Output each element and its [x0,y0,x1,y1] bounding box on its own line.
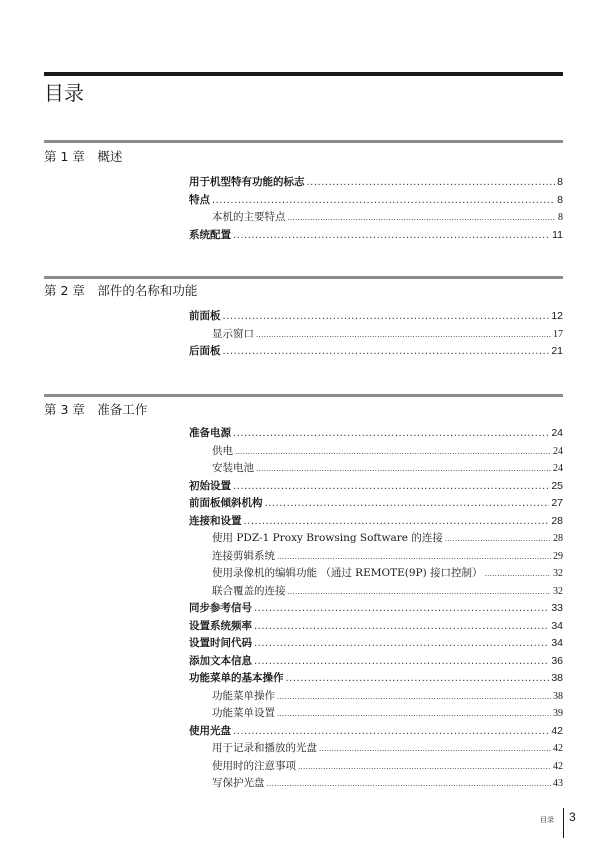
toc-dot-leader [235,448,551,456]
toc-dot-leader [288,588,552,596]
toc-entry-title: 显示窗口 [212,327,254,340]
toc-dot-leader [233,726,549,737]
top-rule [44,72,563,76]
toc-dot-leader [298,763,551,771]
page-title: 目录 [44,81,84,105]
toc-entry-page: 24 [553,463,563,474]
chapter-2-toc [189,308,563,361]
toc-entry[interactable] [189,758,563,776]
toc-dot-leader [485,570,551,578]
toc-entry-title: 连接和设置 [189,514,242,527]
chapter-1-rule [44,140,563,143]
toc-entry-page: 12 [551,310,563,322]
toc-dot-leader [265,498,550,509]
toc-dot-leader [286,673,550,684]
toc-entry[interactable] [189,513,563,531]
toc-entry[interactable] [189,618,563,636]
toc-entry-page: 38 [551,672,563,684]
toc-entry[interactable] [189,653,563,671]
toc-entry[interactable] [189,583,563,601]
toc-entry[interactable] [189,740,563,758]
toc-entry-title: 使用时的注意事项 [212,759,296,772]
toc-entry-page: 42 [551,724,563,737]
toc-dot-leader [277,693,551,701]
toc-entry[interactable] [189,192,563,210]
toc-entry-title: 同步参考信号 [189,602,252,614]
footer-page-number: 3 [569,810,576,824]
toc-entry-title: 联合覆盖的连接 [212,584,286,597]
toc-entry[interactable] [189,308,563,326]
toc-entry-page: 43 [553,778,563,789]
toc-entry[interactable] [189,460,563,478]
toc-entry[interactable] [189,688,563,706]
toc-entry-page: 34 [551,637,563,649]
toc-dot-leader [256,465,551,473]
toc-entry-title: 特点 [189,193,210,206]
toc-entry-title: 后面板 [189,345,221,357]
toc-entry-title: 连接剪辑系统 [212,549,275,562]
toc-dot-leader [212,195,555,206]
toc-entry[interactable] [189,495,563,513]
toc-entry-title: 前面板倾斜机构 [189,497,263,509]
toc-entry[interactable] [189,565,563,583]
toc-entry-page: 42 [553,743,563,754]
toc-dot-leader [445,535,551,543]
toc-entry-page: 32 [553,585,563,597]
toc-entry-title: 系统配置 [189,228,231,241]
toc-dot-leader [254,656,549,667]
toc-entry[interactable] [189,705,563,723]
toc-entry[interactable] [189,600,563,618]
chapter-1-toc [189,174,563,244]
toc-entry[interactable] [189,530,563,548]
toc-dot-leader [233,428,549,439]
toc-entry-title: 用于记录和播放的光盘 [212,742,317,754]
toc-entry-title: 设置系统频率 [189,619,252,632]
toc-entry-title: 使用录像机的编辑功能 （通过 REMOTE(9P) 接口控制） [212,567,483,579]
toc-entry-page: 33 [551,602,563,614]
toc-entry-page: 8 [558,212,563,223]
toc-entry-title: 功能菜单设置 [212,707,275,719]
toc-entry[interactable] [189,548,563,566]
toc-entry[interactable] [189,343,563,361]
toc-entry-page: 24 [553,445,563,457]
toc-entry[interactable] [189,775,563,793]
toc-dot-leader [233,230,550,241]
toc-entry[interactable] [189,443,563,461]
toc-dot-leader [223,346,550,357]
toc-dot-leader [223,311,550,322]
toc-entry-page: 39 [553,708,563,719]
toc-entry-title: 用于机型特有功能的标志 [189,176,305,188]
chapter-1-title: 第 1 章 概述 [44,149,123,164]
toc-entry-title: 添加文本信息 [189,654,252,667]
toc-entry[interactable] [189,227,563,245]
footer-rule [563,808,564,838]
toc-entry-page: 36 [551,654,563,667]
toc-dot-leader [254,621,549,632]
toc-entry-title: 安装电池 [212,462,254,474]
toc-entry-title: 准备电源 [189,427,231,439]
toc-entry[interactable] [189,723,563,741]
toc-entry-title: 使用光盘 [189,724,231,737]
toc-entry[interactable] [189,670,563,688]
toc-entry-title: 使用 PDZ-1 Proxy Browsing Software 的连接 [212,532,443,544]
chapter-3-title: 第 3 章 准备工作 [44,402,148,417]
chapter-2-rule [44,276,563,279]
toc-entry[interactable] [189,209,563,227]
toc-entry-page: 32 [553,568,563,579]
toc-entry-title: 初始设置 [189,479,231,492]
toc-entry-page: 8 [557,176,563,188]
toc-entry-page: 27 [551,497,563,509]
toc-dot-leader [256,331,551,339]
toc-dot-leader [307,177,556,188]
toc-entry-page: 42 [553,760,563,772]
toc-entry-page: 29 [553,550,563,562]
toc-dot-leader [267,780,552,788]
chapter-3-toc [189,425,563,793]
toc-entry-page: 34 [551,619,563,632]
toc-dot-leader [254,638,549,649]
toc-entry-title: 设置时间代码 [189,637,252,649]
toc-entry-title: 本机的主要特点 [212,211,286,223]
toc-entry-page: 21 [551,345,563,357]
toc-dot-leader [233,481,549,492]
chapter-2-title: 第 2 章 部件的名称和功能 [44,283,198,298]
toc-entry-page: 24 [551,427,563,439]
toc-entry-page: 28 [551,514,563,527]
toc-entry-page: 25 [551,479,563,492]
toc-dot-leader [254,603,549,614]
toc-entry-page: 38 [553,690,563,702]
toc-entry[interactable] [189,635,563,653]
toc-entry-page: 8 [557,193,563,206]
toc-dot-leader [277,710,551,718]
toc-entry[interactable] [189,174,563,192]
toc-entry-title: 供电 [212,444,233,457]
toc-entry-title: 功能菜单的基本操作 [189,672,284,684]
toc-entry-title: 写保护光盘 [212,777,265,789]
toc-entry-page: 28 [553,533,563,544]
chapter-3-rule [44,394,563,397]
toc-dot-leader [319,745,551,753]
toc-entry-title: 功能菜单操作 [212,689,275,702]
toc-dot-leader [277,553,551,561]
toc-entry-page: 17 [553,328,563,340]
toc-dot-leader [244,516,550,527]
footer-section-label: 目录 [540,816,554,824]
toc-entry[interactable] [189,478,563,496]
toc-entry[interactable] [189,425,563,443]
toc-entry-title: 前面板 [189,310,221,322]
toc-entry[interactable] [189,326,563,344]
toc-dot-leader [288,214,557,222]
toc-entry-page: 11 [552,228,563,241]
